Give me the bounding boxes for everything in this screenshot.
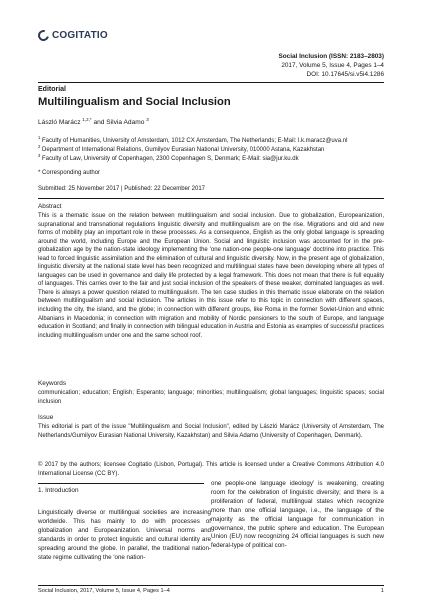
- affiliation-number: 3: [38, 153, 41, 158]
- intro-right-column: one people-one language ideology' is weakening, creating room for the celebration of linguistic diversity; and there is a proliferation of federal, multilingual states which recognize more than one official language, i.e., the language of the majority as the official language for communication in governance, the public sphere and education. The European Union (EU) now recognizing 24 official languages is such new federal-type of political con-: [211, 480, 384, 550]
- footer-citation: Social Inclusion, 2017, Volume 5, Issue 4, Pages 1–4: [38, 588, 170, 594]
- header-divider: [38, 82, 384, 83]
- page-number: 1: [380, 588, 384, 594]
- intro-heading: 1. Introduction: [38, 487, 79, 494]
- abstract-heading: Abstract: [38, 203, 62, 210]
- author-line: [38, 117, 149, 126]
- issue-text: This editorial is part of the issue "Multilingualism and Social Inclusion", edited by László Marácz (University of Amsterdam, The Netherlands/Gumilyov Eurasian National University, Kazakhstan) and Silvia Adamo (University of Copenhagen, Denmark).: [38, 424, 384, 439]
- affiliation-text: Department of International Relations, Gumilyov Eurasian National University, 010000 Astana, Kazakhstan: [42, 147, 325, 153]
- cogitatio-logo-icon: [36, 28, 51, 43]
- license-statement: © 2017 by the authors; licensee Cogitatio (Lisbon, Portugal). This article is licensed under a Creative Commons Attribution 4.0 International License (CC BY).: [38, 462, 384, 477]
- author-marks: 3: [146, 117, 149, 122]
- affiliation-number: 2: [38, 144, 41, 149]
- abstract-text: This is a thematic issue on the relation between multilingualism and social inclusion. Due to globalization, Europeanization, supranational and transnational regulations linguistic diversity and multilingualism are on the rise. Migrations and old and new forms of mobility play an important role in these processes. As a consequence, English as the only global language is spreading around the world, including Europe and the European Union. Social and linguistic inclusion was accounted for in the pre-globalization age by the nation-state ideology implementing the 'one nation-one people-one language' doctrine into practice. This lead to forced linguistic assimilation and the elimination of cultural and linguistic diversity. Now, in the present age of globalization, linguistic diversity at the national state level has been recognized and multilingual states have been developing where all types of languages can be used in governance and daily life protected by a legal framework. This does not mean that there is full equality of languages. This carries over to the fair and just social inclusion of the speakers of these weaker, dominated languages as well. There is always a power question related to multilingualism. The ten case studies in this thematic issue elaborate on the relation between multilingualism and social inclusion. The articles in this issue refer to this topic in connection with different spaces, including the city, the island, and the globe; in connection with different groups, like Roma in the former Soviet-Union and ethnic Albanians in Macedonia; in connection with migration and mobility of Nordic pensioners to the south of Europe, and language education in Scotland; and finally in connection with bilingual education in Austria and Estonia as examples of successful practices including multilingualism under one and the same school roof.: [38, 213, 384, 339]
- affiliation-3: [38, 151, 384, 164]
- corresponding-author-note: * Corresponding author: [38, 170, 101, 176]
- journal-info: [279, 52, 385, 80]
- article-title: Multilingualism and Social Inclusion: [38, 96, 231, 108]
- affiliation-text: Faculty of Humanities, University of Amsterdam, 1012 CX Amsterdam, The Netherlands; E-Mail: l.k.maracz@uva.nl: [42, 138, 348, 144]
- publisher-logo: [38, 30, 108, 41]
- footer-divider: [38, 585, 384, 586]
- issue-heading: Issue: [38, 414, 54, 421]
- keywords-heading: Keywords: [38, 380, 67, 387]
- abstract-divider: [38, 198, 384, 199]
- author-name: László Marácz: [38, 119, 81, 127]
- submission-dates: Submitted: 25 November 2017 | Published: 22 December 2017: [38, 186, 205, 192]
- page-footer: [38, 588, 384, 594]
- affiliation-number: 1: [38, 135, 41, 140]
- publisher-name: COGITATIO: [52, 30, 108, 41]
- author-marks: 1,2,*: [82, 117, 92, 122]
- author-name: Silvia Adamo: [106, 119, 145, 127]
- affiliation-text: Faculty of Law, University of Copenhagen, 2300 Copenhagen S, Denmark; E-Mail: sia@jur.ku.dk: [42, 156, 299, 162]
- intro-left-column: Linguistically diverse or multilingual societies are increasing worldwide. This has mainly to do with processes of globalization and Europeanization. Universal norms and standards in order to protect linguistic and cultural identity are spreading around the globe. In parallel, the traditional nation-state regime cultivating the 'one nation-: [38, 509, 211, 561]
- author-connector: and: [91, 119, 107, 127]
- journal-volume: 2017, Volume 5, Issue 4, Pages 1–4: [281, 62, 384, 70]
- keywords-text: communication; education; English; Esperanto; language; minorities; multilingualism; global languages; linguistic spaces; social inclusion: [38, 390, 384, 405]
- section-label: Editorial: [38, 86, 67, 93]
- journal-doi[interactable]: DOI: 10.17645/si.v5i4.1286: [306, 71, 384, 79]
- intro-heading-wrap: [38, 487, 211, 505]
- journal-name: Social Inclusion (ISSN: 2183–2803): [278, 53, 384, 60]
- body-divider: [38, 483, 204, 484]
